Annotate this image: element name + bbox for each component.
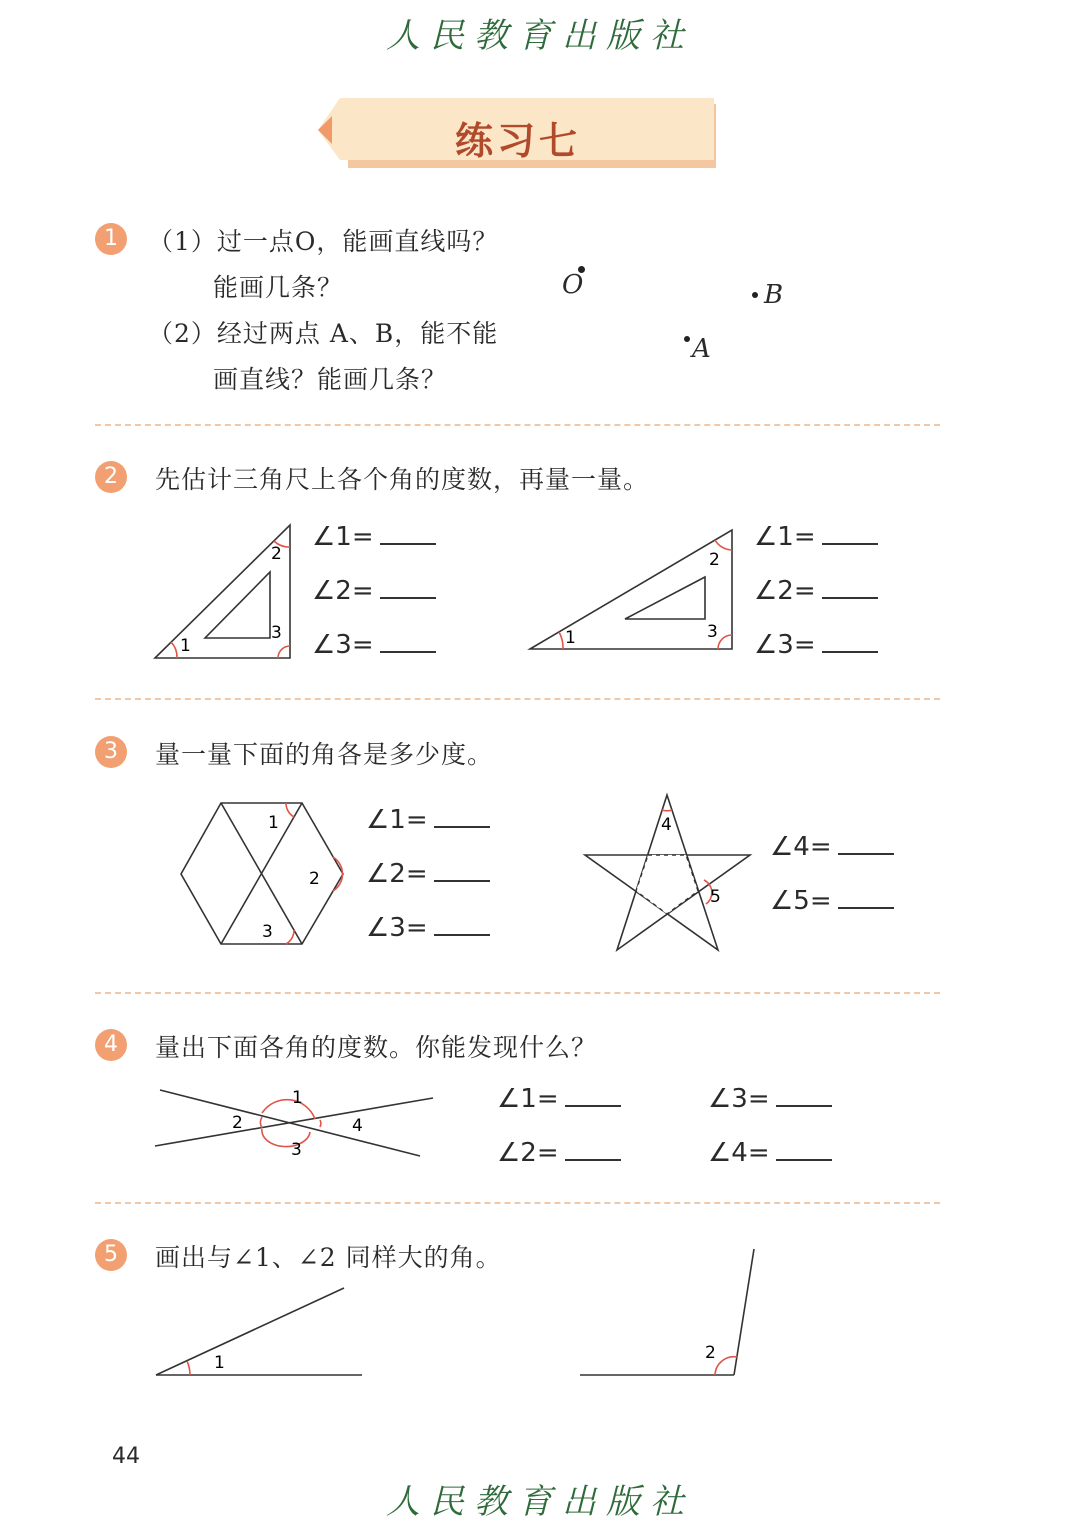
tri1-label-3: 3	[271, 623, 282, 643]
q3-hex-answer-3[interactable]	[366, 913, 490, 943]
lines-label-4: 4	[352, 1116, 363, 1136]
q2-text: 先估计三角尺上各个角的度数，再量一量。	[155, 465, 650, 494]
answer-blank[interactable]	[380, 577, 436, 599]
point-a-dot	[684, 336, 690, 342]
page-title: 练习七	[454, 118, 581, 163]
answer-blank[interactable]	[434, 806, 490, 828]
divider	[95, 1202, 940, 1204]
tri2-label-3: 3	[707, 622, 718, 642]
hex-label-2: 2	[309, 869, 320, 889]
page-number: 44	[112, 1444, 140, 1469]
angle-2-figure	[575, 1245, 765, 1385]
question-number-1: 1	[95, 223, 127, 255]
q4-text: 量出下面各角的度数。你能发现什么？	[155, 1033, 598, 1062]
q5-text: 画出与∠1、∠2 同样大的角。	[155, 1243, 502, 1272]
star-label-5: 5	[710, 887, 721, 907]
point-o-label: O	[562, 270, 584, 300]
q3-text: 量一量下面的角各是多少度。	[155, 740, 494, 769]
tri1-label-1: 1	[180, 636, 191, 656]
q1-line-3: （2）经过两点 A、B，能不能	[148, 319, 499, 348]
answer-blank[interactable]	[822, 577, 878, 599]
star-label-4: 4	[661, 815, 672, 835]
set-square-45	[150, 520, 300, 665]
answer-blank[interactable]	[434, 914, 490, 936]
question-number-2: 2	[95, 461, 127, 493]
angle-label: ∠4=	[770, 832, 832, 862]
angle-label: ∠1=	[497, 1084, 559, 1114]
angle-label: ∠2=	[312, 576, 374, 606]
angle-label: ∠5=	[770, 886, 832, 916]
answer-blank[interactable]	[380, 523, 436, 545]
angle-label: ∠4=	[708, 1138, 770, 1168]
angle-label: ∠3=	[708, 1084, 770, 1114]
divider	[95, 992, 940, 994]
answer-blank[interactable]	[434, 860, 490, 882]
answer-blank[interactable]	[565, 1139, 621, 1161]
answer-blank[interactable]	[822, 523, 878, 545]
answer-blank[interactable]	[822, 631, 878, 653]
q1-line-2: 能画几条？	[213, 273, 344, 302]
point-a-label: A	[692, 334, 711, 364]
angle-label: ∠2=	[366, 859, 428, 889]
answer-blank[interactable]	[776, 1085, 832, 1107]
question-number-4: 4	[95, 1029, 127, 1061]
q4-answer-1[interactable]	[497, 1084, 621, 1114]
q1-line-1: （1）过一点O，能画直线吗？	[148, 227, 499, 256]
publisher-logo-bottom: 人民教育出版社	[386, 1482, 694, 1522]
q2-left-answer-2[interactable]	[312, 576, 436, 606]
divider	[95, 698, 940, 700]
q2-right-answer-2[interactable]	[754, 576, 878, 606]
angle-label: ∠1=	[366, 805, 428, 835]
hexagon-figure	[178, 800, 348, 948]
answer-blank[interactable]	[838, 887, 894, 909]
q4-answer-4[interactable]	[708, 1138, 832, 1168]
answer-blank[interactable]	[776, 1139, 832, 1161]
q3-hex-answer-1[interactable]	[366, 805, 490, 835]
question-number-5: 5	[95, 1239, 127, 1271]
q3-star-answer-5[interactable]	[770, 886, 894, 916]
divider	[95, 424, 940, 426]
question-number-3: 3	[95, 736, 127, 768]
q2-left-answer-3[interactable]	[312, 630, 436, 660]
tri2-label-2: 2	[709, 550, 720, 570]
q4-answer-2[interactable]	[497, 1138, 621, 1168]
angle-1-label: 1	[214, 1353, 225, 1373]
star-figure	[580, 790, 755, 955]
answer-blank[interactable]	[565, 1085, 621, 1107]
hex-label-1: 1	[268, 813, 279, 833]
q3-hex-answer-2[interactable]	[366, 859, 490, 889]
intersecting-lines-figure	[150, 1080, 440, 1165]
angle-label: ∠2=	[497, 1138, 559, 1168]
tri1-label-2: 2	[271, 544, 282, 564]
q2-left-answer-1[interactable]	[312, 522, 436, 552]
q4-answer-3[interactable]	[708, 1084, 832, 1114]
lines-label-1: 1	[292, 1088, 303, 1108]
angle-label: ∠1=	[312, 522, 374, 552]
point-b-dot	[752, 292, 758, 298]
angle-label: ∠3=	[312, 630, 374, 660]
publisher-logo-top: 人民教育出版社	[386, 16, 694, 56]
angle-2-label: 2	[705, 1343, 716, 1363]
answer-blank[interactable]	[838, 833, 894, 855]
angle-label: ∠3=	[366, 913, 428, 943]
hex-label-3: 3	[262, 922, 273, 942]
point-b-label: B	[764, 280, 784, 310]
angle-1-figure	[150, 1280, 370, 1385]
tri2-label-1: 1	[565, 628, 576, 648]
set-square-30-60	[525, 525, 740, 660]
angle-label: ∠2=	[754, 576, 816, 606]
answer-blank[interactable]	[380, 631, 436, 653]
q1-line-4: 画直线？能画几条？	[213, 365, 448, 394]
title-banner	[318, 98, 718, 170]
angle-label: ∠3=	[754, 630, 816, 660]
q3-star-answer-4[interactable]	[770, 832, 894, 862]
lines-label-2: 2	[232, 1113, 243, 1133]
q2-right-answer-3[interactable]	[754, 630, 878, 660]
q2-right-answer-1[interactable]	[754, 522, 878, 552]
lines-label-3: 3	[291, 1140, 302, 1160]
angle-label: ∠1=	[754, 522, 816, 552]
